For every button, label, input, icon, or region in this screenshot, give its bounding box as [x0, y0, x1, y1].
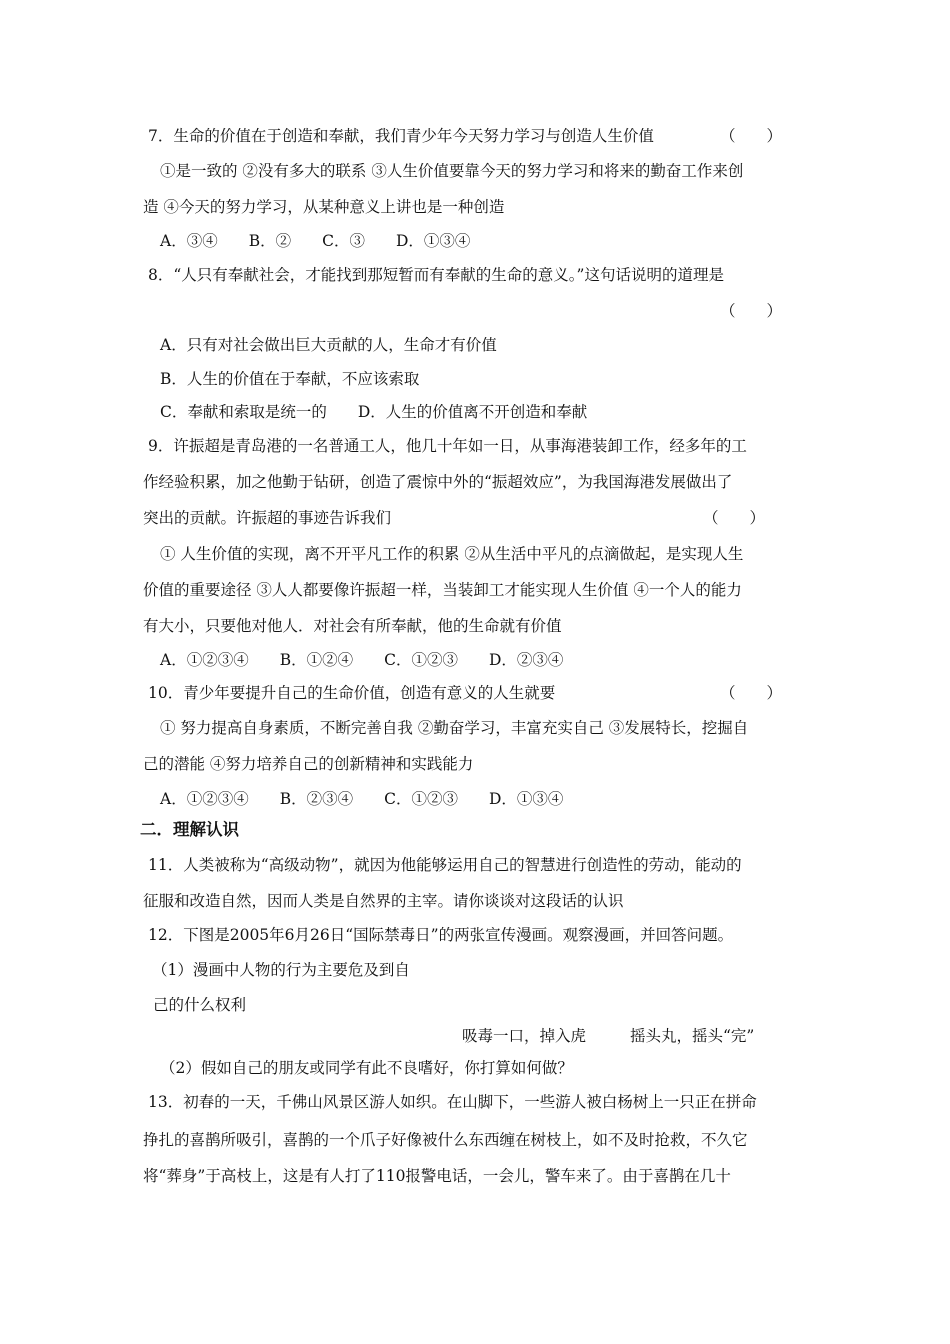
q11-line-2: 征服和改造自然，因而人类是自然界的主宰。请你谈谈对这段话的认识: [143, 892, 624, 910]
q13-line-3: 将“葬身”于高枝上，这是有人打了110报警电话，一会儿，警车来了。由于喜鹊在几十: [143, 1167, 731, 1185]
q8-choice-b: B．人生的价值在于奉献，不应该索取: [160, 370, 420, 388]
q9-option-line-2: 价值的重要途径 ③人人都要像许振超一样，当装卸工才能实现人生价值 ④一个人的能力: [143, 581, 742, 599]
q8-choice-cd: C．奉献和索取是统一的 D．人生的价值离不开创造和奉献: [160, 403, 588, 421]
q9-option-line-1: ① 人生价值的实现，离不开平凡工作的积累 ②从生活中平凡的点滴做起，是实现人生: [160, 545, 744, 563]
q13-line-1: 13．初春的一天，千佛山风景区游人如织。在山脚下，一些游人被白杨树上一只正在拼命: [148, 1093, 757, 1111]
q7-option-line-2: 造 ④今天的努力学习，从某种意义上讲也是一种创造: [143, 198, 505, 216]
cartoon-caption-1: 吸毒一口，掉入虎: [462, 1027, 587, 1045]
q7-answer-bracket: （ ）: [720, 127, 783, 145]
q8-answer-bracket: （ ）: [720, 302, 783, 320]
q7-choices: A．③④ B．② C．③ D．①③④: [160, 232, 471, 250]
q10-stem: 10．青少年要提升自己的生命价值，创造有意义的人生就要: [148, 684, 556, 702]
q9-stem-line-3: 突出的贡献。许振超的事迹告诉我们: [143, 509, 392, 527]
q10-option-line-1: ① 努力提高自身素质，不断完善自我 ②勤奋学习，丰富充实自己 ③发展特长，挖掘自: [160, 719, 749, 737]
q9-option-line-3: 有大小，只要他对他人．对社会有所奉献，他的生命就有价值: [143, 617, 562, 635]
q8-choice-a: A．只有对社会做出巨大贡献的人，生命才有价值: [160, 336, 497, 354]
cartoon-caption-2: 摇头丸，摇头“完”: [630, 1027, 755, 1045]
q10-choices: A．①②③④ B．②③④ C．①②③ D．①③④: [160, 790, 564, 808]
q12-stem: 12．下图是2005年6月26日“国际禁毒日”的两张宣传漫画。观察漫画，并回答问题。: [148, 926, 734, 944]
q10-answer-bracket: （ ）: [720, 684, 783, 702]
section-heading: 二．理解认识: [140, 820, 239, 839]
q8-stem: 8．“人只有奉献社会，才能找到那短暂而有奉献的生命的意义。”这句话说明的道理是: [148, 266, 724, 284]
q13-line-2: 挣扎的喜鹊所吸引，喜鹊的一个爪子好像被什么东西缠在树枝上，如不及时抢救，不久它: [143, 1131, 748, 1149]
q7-stem: 7．生命的价值在于创造和奉献，我们青少年今天努力学习与创造人生价值: [148, 127, 654, 145]
q12-part1-line-2: 己的什么权利: [153, 996, 247, 1014]
q10-option-line-2: 己的潜能 ④努力培养自己的创新精神和实践能力: [143, 755, 474, 773]
q7-option-line-1: ①是一致的 ②没有多大的联系 ③人生价值要靠今天的努力学习和将来的勤奋工作来创: [160, 162, 744, 180]
q12-part2: （2）假如自己的朋友或同学有此不良嗜好，你打算如何做？: [160, 1059, 573, 1077]
q11-line-1: 11．人类被称为“高级动物”，就因为他能够运用自己的智慧进行创造性的劳动，能动的: [148, 856, 742, 874]
q12-part1-line-1: （1）漫画中人物的行为主要危及到自: [152, 961, 410, 979]
q9-stem-line-2: 作经验积累，加之他勤于钻研，创造了震惊中外的“振超效应”，为我国海港发展做出了: [143, 473, 733, 491]
q9-stem-line-1: 9．许振超是青岛港的一名普通工人，他几十年如一日，从事海港装卸工作，经多年的工: [148, 437, 747, 455]
q9-answer-bracket: （ ）: [703, 509, 766, 527]
q9-choices: A．①②③④ B．①②④ C．①②③ D．②③④: [160, 651, 564, 669]
